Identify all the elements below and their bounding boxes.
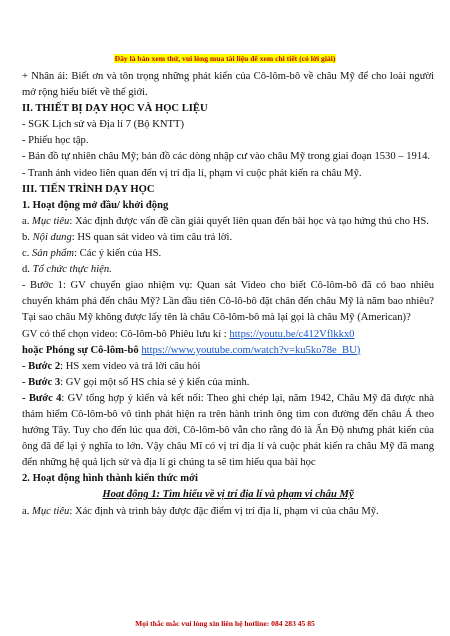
step-3 xyxy=(22,375,434,391)
item-text: : Các ý kiến của HS. xyxy=(74,248,162,260)
item-label: c. xyxy=(22,248,32,260)
video-text: GV có thể chọn video: Cô-lôm-bô Phiêu lưu kí : xyxy=(22,328,230,340)
activity-heading xyxy=(22,487,434,503)
product-line xyxy=(22,246,434,262)
item-label: a. xyxy=(22,215,32,227)
step-label: - Bước 2 xyxy=(22,360,61,372)
heading-text: 2. Hoạt động hình thành kiến thức mới xyxy=(22,473,198,485)
list-item: - Phiếu học tập. xyxy=(22,135,89,147)
heading-text: 1. Hoạt động mở đầu/ khởi động xyxy=(22,199,169,211)
video-alt-line xyxy=(22,343,434,359)
item-text: : Xác định được vấn đề cần giải quyết liên quan đến bài học và tạo hứng thú cho HS. xyxy=(69,215,429,227)
document-body xyxy=(22,69,434,520)
step-1: - Bước 1: GV chuyển giao nhiệm vụ: Quan sát Video cho biết Cô-lôm-bô đã có bao nhiêu chuyến khám phá đến châu Mỹ? Lần đầu tiên Cô-lô-bô đặt chân đến châu Mỹ là năm bao nhiêu? Tại sao châu Mỹ không được lấy tên là châu Cô-lôm-bô mà lại gọi là châu Mỹ (American)? xyxy=(22,280,434,324)
heading-text: II. THIẾT BỊ DẠY HỌC VÀ HỌC LIỆU xyxy=(22,103,208,115)
objective-line xyxy=(22,214,434,230)
heading-text: Hoạt động 1: Tìm hiểu về vị trí địa lí và phạm vi châu Mỹ xyxy=(102,489,354,501)
item-term: Tổ chức thực hiện. xyxy=(32,264,112,276)
item-text: : HS quan sát video và tìm câu trả lời. xyxy=(71,231,233,243)
content-line xyxy=(22,230,434,246)
paragraph-nhan-ai: + Nhân ái: Biết ơn và tôn trọng những phát kiến của Cô-lôm-bô về châu Mỹ để cho loài người mở rộng hiểu biết về thế giới. xyxy=(22,71,434,99)
preview-banner xyxy=(0,54,450,63)
video-line xyxy=(22,327,434,343)
item-label: a. xyxy=(22,505,32,517)
item-term: Nội dung xyxy=(32,231,72,243)
video-alt-text: hoặc Phóng sự Cô-lôm-bô xyxy=(22,344,142,356)
step-text: : GV gọi một số HS chia sẻ ý kiến của mình. xyxy=(60,376,250,388)
video-link-1[interactable]: https://youtu.be/c412Vflkkx0 xyxy=(229,328,355,340)
item-label: d. xyxy=(22,264,33,276)
subheading-warmup xyxy=(22,198,434,214)
item-term: Mục tiêu xyxy=(32,505,70,517)
step-2 xyxy=(22,359,434,375)
video-link-2[interactable]: https://www.youtube.com/watch?v=ku5ko78e_BU) xyxy=(141,344,361,356)
list-item: - Bản đồ tự nhiên châu Mỹ; bản đồ các dòng nhập cư vào châu Mỹ trong giai đoạn 1530 – 1914. xyxy=(22,151,431,163)
section-heading-equipment xyxy=(22,101,434,117)
section-heading-process xyxy=(22,182,434,198)
preview-banner-text: Đây là bản xem thử, vui lòng mua tài liệu để xem chi tiết (có lời giải) xyxy=(114,54,336,63)
item-term: Sản phẩm xyxy=(32,248,75,260)
item-label: b. xyxy=(22,231,33,243)
step-4 xyxy=(22,391,434,471)
hotline-footer: Mọi thắc mắc vui lòng xin liên hệ hotline: 084 283 45 85 xyxy=(135,619,315,628)
step-text: : HS xem video và trả lời câu hỏi xyxy=(60,360,201,372)
step-label: - Bước 4 xyxy=(22,392,62,404)
subheading-new-knowledge xyxy=(22,471,434,487)
list-item: - SGK Lịch sử và Địa lí 7 (Bộ KNTT) xyxy=(22,119,184,131)
step-text: : GV tổng hợp ý kiến và kết nối: Theo ghi chép lại, năm 1942, Châu Mỹ đã được nhà thám hiểm Cô-lôm-bô vô tình phát hiện ra trên hành trình ông tìm con đường đến châu Á theo hướng Tây. Tuy cho đến lúc qua đời, Cô-lôm-bô vẫn cho rằng đó là Ấn Độ nhưng phát kiến của ông đã để lại ý nghĩa to lớn. Vậy châu Mĩ có vị trí địa lí và cuộc phát kiến ra châu Mỹ đã mang đến những hệ quả lịch sử và địa lí gì chúng ta sẽ tìm hiểu qua bài học xyxy=(22,392,434,469)
step-label: - Bước 3 xyxy=(22,376,61,388)
item-text: : Xác định và trình bày được đặc điểm vị trí địa lí, phạm vi của châu Mỹ. xyxy=(69,505,379,517)
heading-text: III. TIẾN TRÌNH DẠY HỌC xyxy=(22,183,155,195)
item-term: Mục tiêu xyxy=(32,215,70,227)
organization-line xyxy=(22,262,434,278)
list-item: - Tranh ảnh video liên quan đến vị trí địa lí, phạm vi cuộc phát kiến ra châu Mỹ. xyxy=(22,167,362,179)
activity-objective-line xyxy=(22,504,434,520)
